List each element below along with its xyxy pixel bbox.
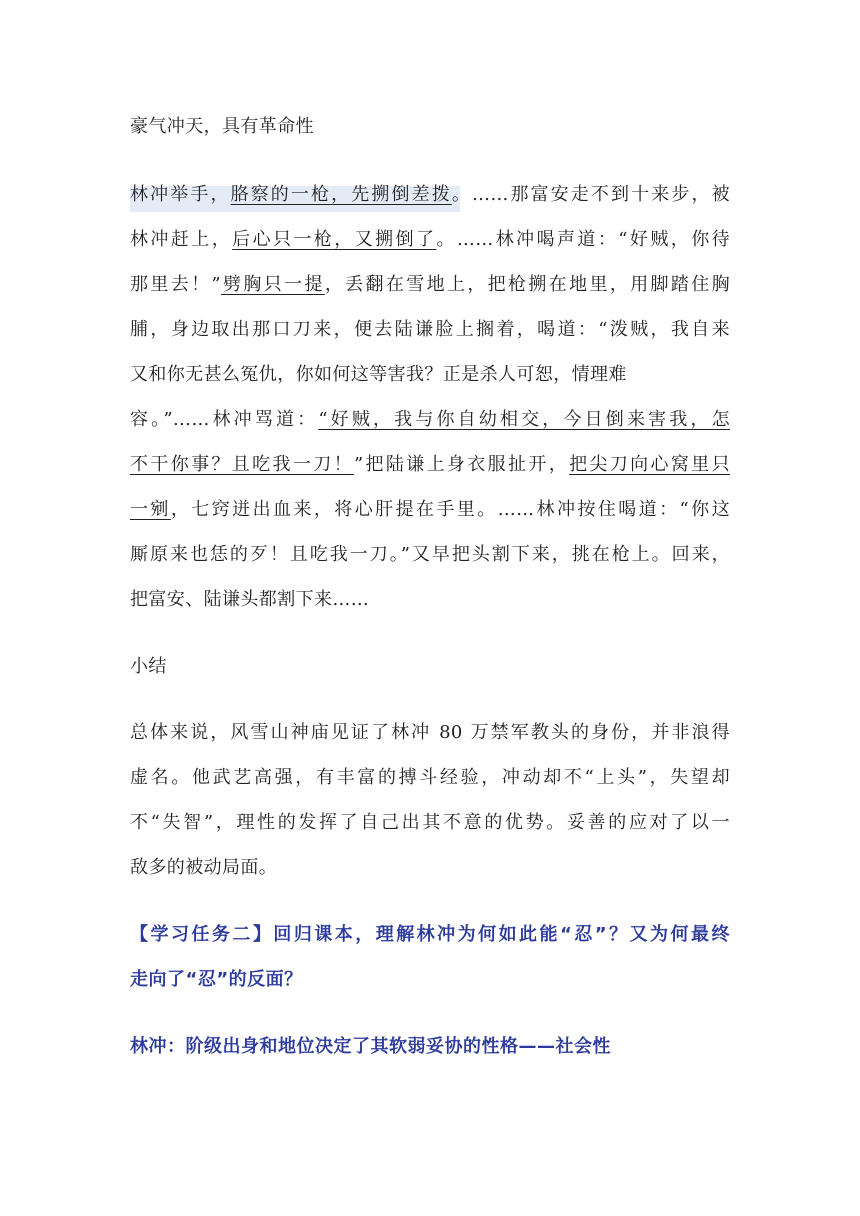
text-span: 林冲举手， xyxy=(130,184,231,205)
text-span: 。……那富安走不到十来步，被 xyxy=(451,184,730,205)
underlined-phrase: “好贼，我与你自幼相交，今日倒来害我，怎 xyxy=(318,409,731,430)
summary-line: 总体来说，风雪山神庙见证了林冲 80 万禁军教头的身份，并非浪得 xyxy=(130,722,730,743)
text-line: 豪气冲天，具有革命性 xyxy=(130,116,314,137)
underlined-phrase: 一剜 xyxy=(130,499,171,520)
quote-line xyxy=(130,183,730,207)
underlined-phrase: 胳察的一枪，先搠倒差拨 xyxy=(230,184,452,205)
text-span: ”把陆谦上身衣服扯开， xyxy=(353,454,570,475)
quote-line xyxy=(130,228,730,252)
text-span: 。……林冲喝声道：“好贼，你待 xyxy=(436,229,731,250)
quote-line: 厮原来也恁的歹！且吃我一刀。”又早把头割下来，挑在枪上。回来， xyxy=(130,544,730,565)
quote-line xyxy=(130,273,730,297)
task-line: 【学习任务二】回归课本，理解林冲为何如此能“忍”？又为何最终 xyxy=(130,924,730,945)
underlined-phrase: 后心只一枪，又搠倒了 xyxy=(232,229,437,250)
text-span: ，七窍迸出血来，将心肝提在手里。……林冲按住喝道：“你这 xyxy=(170,499,730,520)
text-span: 容。”……林冲骂道： xyxy=(130,409,319,430)
text-span: 那里去！” xyxy=(130,274,222,295)
quote-line: 把富安、陆谦头都割下来…… xyxy=(130,589,370,610)
quote-line xyxy=(130,408,730,432)
text-line: 小结 xyxy=(130,656,167,677)
text-span: 林冲赶上， xyxy=(130,229,233,250)
task-line: 林冲：阶级出身和地位决定了其软弱妥协的性格——社会性 xyxy=(130,1036,611,1057)
underlined-phrase: 不干你事？且吃我一刀！ xyxy=(130,454,354,475)
text-span: ，丢翻在雪地上，把枪搠在地里，用脚踏住胸 xyxy=(324,274,731,295)
quote-line xyxy=(130,453,730,477)
task-line: 走向了“忍”的反面？ xyxy=(130,969,303,990)
underlined-phrase: 劈胸只一提 xyxy=(221,274,325,295)
quote-line xyxy=(130,498,730,522)
quote-line: 脯，身边取出那口刀来，便去陆谦脸上搁着，喝道：“泼贼，我自来 xyxy=(130,319,730,340)
summary-line: 虚名。他武艺高强，有丰富的搏斗经验，冲动却不“上头”，失望却 xyxy=(130,767,730,788)
summary-line: 不“失智”，理性的发挥了自己出其不意的优势。妥善的应对了以一 xyxy=(130,812,730,833)
underlined-phrase: 把尖刀向心窝里只 xyxy=(569,454,730,475)
quote-line: 又和你无甚么冤仇，你如何这等害我？正是杀人可恕，情理难 xyxy=(130,364,627,385)
summary-line: 敌多的被动局面。 xyxy=(130,857,278,878)
